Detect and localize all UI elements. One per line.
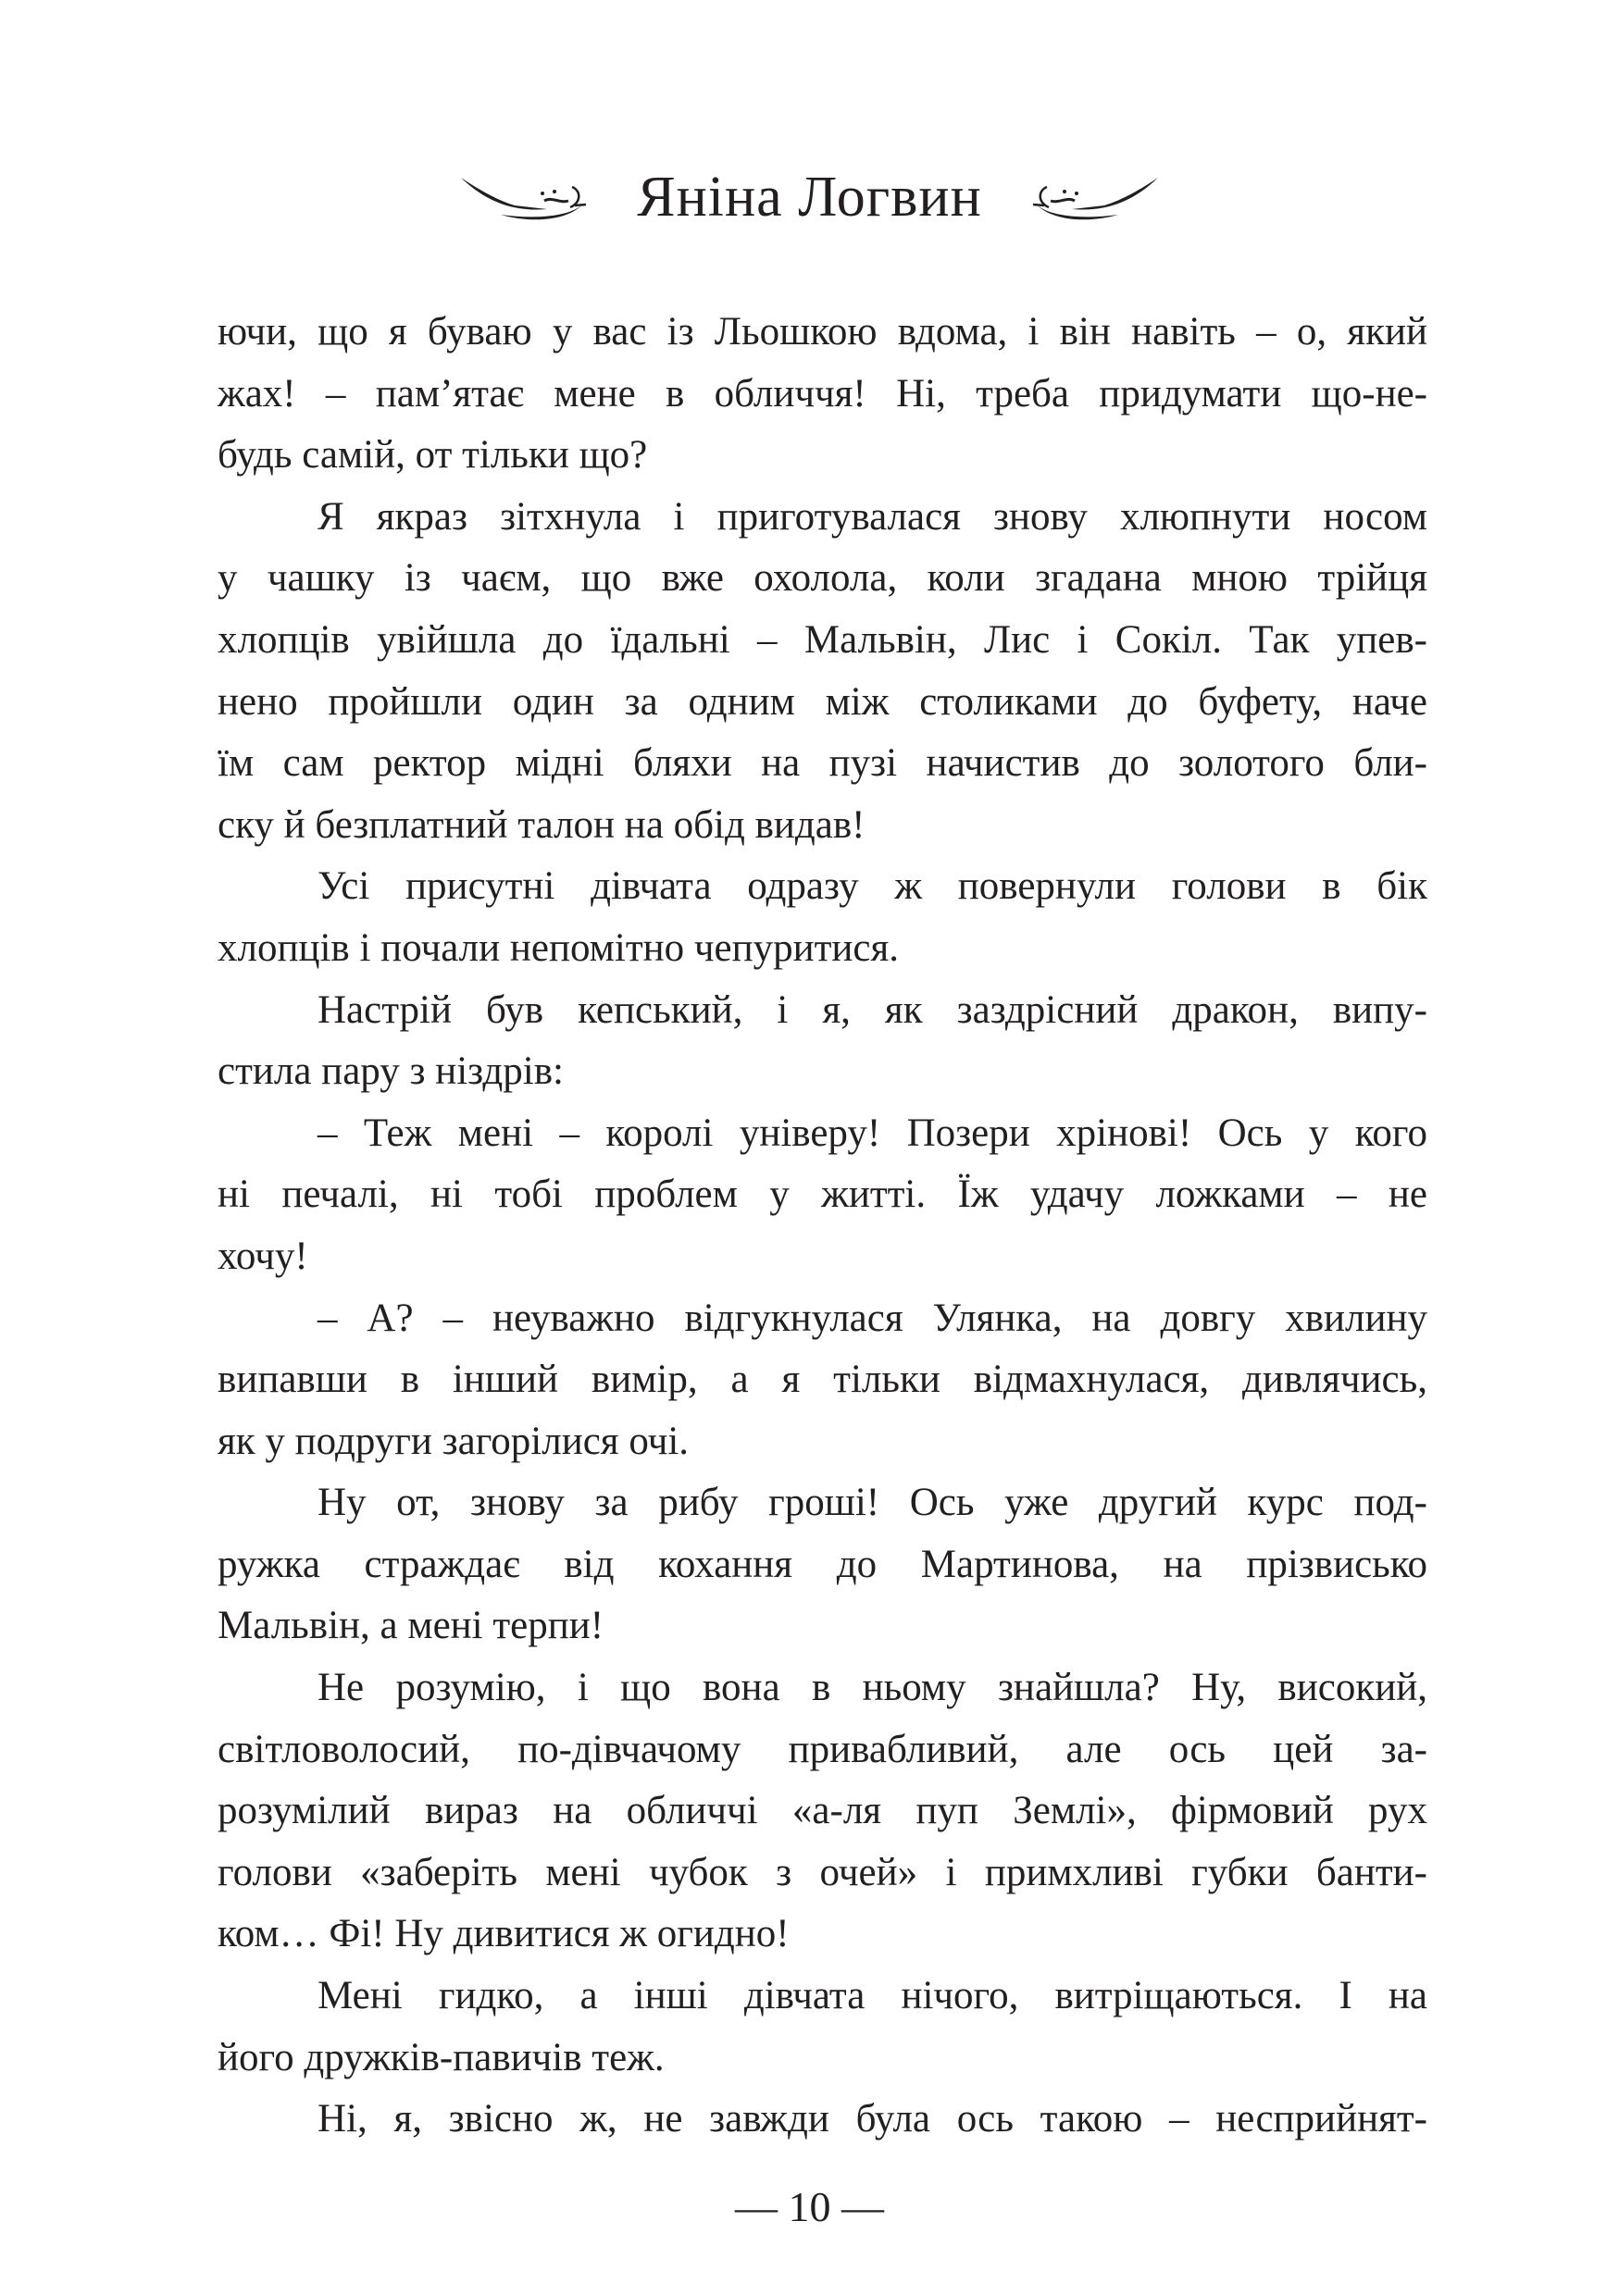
text-line: у чашку із чаєм, що вже охолола, коли згадана мною трійця [218, 556, 1427, 601]
running-header [0, 165, 1619, 230]
text-line: ску й безплатний талон на обід видав! [218, 802, 866, 847]
text-line: Мені гидко, а інші дівчата нічого, витріщаються. І на [318, 1974, 1427, 2018]
text-line: голови «заберіть мені чубок з очей» і примхливі губки банти- [218, 1850, 1427, 1894]
text-line: – А? – неуважно відгукнулася Улянка, на довгу хвилину [318, 1296, 1427, 1340]
text-line: Ну от, знову за рибу гроші! Ось уже другий курс под- [318, 1481, 1427, 1525]
text-line: розумілий вираз на обличчі «а-ля пуп Землі», фірмовий рух [218, 1789, 1427, 1833]
text-line: ні печалі, ні тобі проблем у житті. Їж удачу ложками – не [218, 1173, 1427, 1217]
text-line: ком… Фі! Ну дивитися ж огидно! [218, 1912, 790, 1956]
paragraph [218, 487, 1427, 857]
text-line: світловолосий, по-дівчачому привабливий, але ось цей за- [218, 1727, 1427, 1771]
text-line: Я якраз зітхнула і приготувалася знову хлюпнути носом [318, 494, 1427, 539]
text-line: Усі присутні дівчата одразу ж повернули голови в бік [318, 864, 1427, 909]
text-line: як у подруги загорілися очі. [218, 1419, 690, 1463]
text-line: хочу! [218, 1234, 308, 1278]
text-line: будь самій, от тільки що? [218, 433, 648, 478]
text-line: Мальвін, а мені терпи! [218, 1604, 604, 1648]
ornament-left-icon [459, 170, 616, 226]
text-line: ружка страждає від кохання до Мартинова, на прізвисько [218, 1542, 1427, 1586]
author-name: Яніна Логвин [637, 166, 982, 229]
paragraph [218, 1472, 1427, 1657]
paragraph [218, 1966, 1427, 2089]
text-line: його дружків-павичів теж. [218, 2035, 665, 2079]
text-line: Ні, я, звісно ж, не завжди була ось такою – несприйнят- [318, 2097, 1427, 2141]
text-line: їм сам ректор мідні бляхи на пузі начистив до золотого бли- [218, 741, 1427, 786]
paragraph [218, 856, 1427, 979]
paragraph [218, 302, 1427, 487]
paragraph [218, 2089, 1427, 2151]
paragraph [218, 1657, 1427, 1966]
text-line: Настрій був кепський, і я, як заздрісний дракон, випу- [318, 987, 1427, 1032]
ornament-right-icon [1003, 170, 1160, 226]
text-line: – Теж мені – королі універу! Позери хрінові! Ось у кого [318, 1111, 1427, 1155]
page-number: — 10 — [735, 2183, 884, 2230]
paragraph [218, 1288, 1427, 1473]
text-line: ючи, що я буваю у вас із Льошкою вдома, і він навіть – о, який [218, 310, 1427, 354]
text-line: стила пару з ніздрів: [218, 1049, 564, 1094]
text-line: хлопців і почали непомітно чепуритися. [218, 925, 900, 970]
paragraph [218, 1103, 1427, 1288]
text-line: жах! – пам’ятає мене в обличчя! Ні, треба придумати що-не- [218, 371, 1427, 416]
text-line: Не розумію, і що вона в ньому знайшла? Ну, високий, [318, 1666, 1427, 1710]
paragraph [218, 980, 1427, 1103]
text-line: хлопців увійшла до їдальні – Мальвін, Лис і Сокіл. Так упев- [218, 617, 1427, 662]
text-line: нено пройшли один за одним між столиками до буфету, наче [218, 679, 1427, 724]
text-line: випавши в інший вимір, а я тільки відмахнулася, дивлячись, [218, 1358, 1427, 1402]
body-text [218, 302, 1427, 2151]
